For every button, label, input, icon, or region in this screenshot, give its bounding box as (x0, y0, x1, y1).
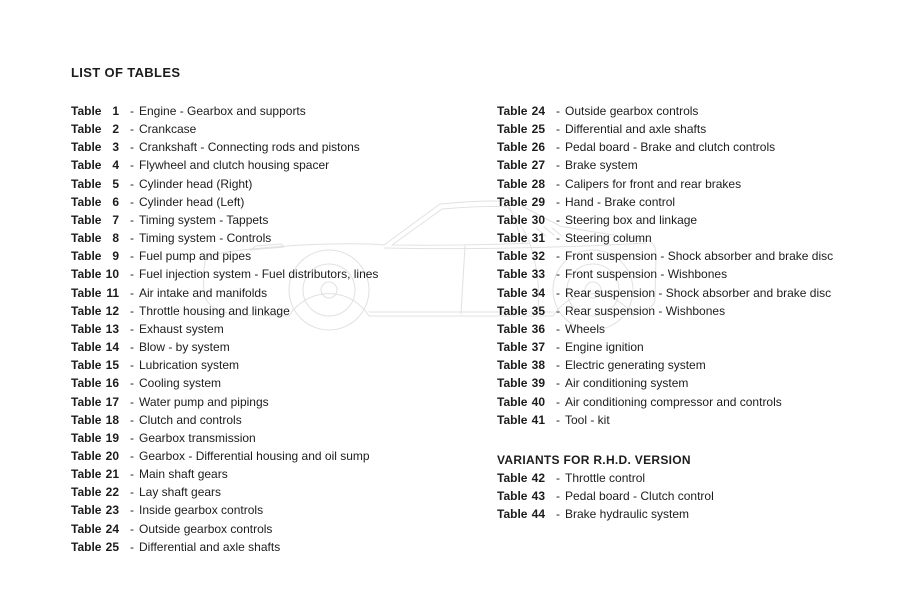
table-number: 38 (531, 358, 545, 373)
table-number: 23 (105, 503, 119, 518)
table-number: 16 (105, 376, 119, 391)
row-separator: - (130, 467, 134, 482)
table-number: 2 (112, 122, 119, 137)
row-separator: - (556, 507, 560, 522)
table-number: 26 (531, 140, 545, 155)
table-description: Calipers for front and rear brakes (565, 176, 742, 191)
row-separator: - (130, 158, 134, 173)
table-description: Brake system (565, 158, 638, 173)
table-description: Hand - Brake control (565, 194, 676, 209)
row-separator: - (130, 485, 134, 500)
row-separator: - (556, 358, 560, 373)
table-row (71, 247, 491, 265)
table-description: Differential and axle shafts (139, 539, 281, 554)
table-label: Table (497, 212, 528, 227)
table-description: Air conditioning compressor and controls (565, 394, 782, 409)
table-row (71, 538, 491, 556)
table-row (71, 374, 491, 392)
table-number: 44 (531, 507, 545, 522)
table-description: Water pump and pipings (139, 394, 269, 409)
table-number: 9 (112, 249, 119, 264)
table-description: Exhaust system (139, 321, 224, 336)
table-description: Cooling system (139, 376, 222, 391)
row-separator: - (130, 394, 134, 409)
row-separator: - (556, 489, 560, 504)
table-label: Table (71, 376, 102, 391)
row-separator: - (556, 267, 560, 282)
table-label: Table (71, 448, 102, 463)
table-number: 20 (105, 448, 119, 463)
table-number: 27 (531, 158, 545, 173)
table-description: Fuel injection system - Fuel distributors, lines (139, 267, 379, 282)
row-separator: - (556, 394, 560, 409)
row-separator: - (130, 267, 134, 282)
table-number: 15 (105, 358, 119, 373)
table-row (497, 302, 897, 320)
table-row (71, 483, 491, 501)
table-description: Front suspension - Wishbones (565, 267, 728, 282)
table-label: Table (497, 158, 528, 173)
table-label: Table (497, 231, 528, 246)
table-label: Table (71, 140, 102, 155)
table-label: Table (497, 285, 528, 300)
row-separator: - (130, 412, 134, 427)
table-label: Table (71, 521, 102, 536)
table-description: Crankcase (139, 122, 197, 137)
table-description: Blow - by system (139, 340, 230, 355)
row-separator: - (556, 231, 560, 246)
row-separator: - (556, 470, 560, 485)
table-number: 8 (112, 231, 119, 246)
row-separator: - (130, 321, 134, 336)
table-list-right-column (497, 102, 897, 523)
table-number: 43 (531, 489, 545, 504)
table-row (71, 211, 491, 229)
table-description: Engine ignition (565, 340, 644, 355)
table-number: 4 (112, 158, 119, 173)
table-number: 21 (105, 467, 119, 482)
table-description: Throttle control (565, 470, 646, 485)
table-label: Table (71, 194, 102, 209)
table-description: Timing system - Controls (139, 231, 272, 246)
table-number: 18 (105, 412, 119, 427)
row-separator: - (556, 140, 560, 155)
table-label: Table (71, 358, 102, 373)
table-number: 24 (531, 104, 545, 118)
table-row (497, 193, 897, 211)
table-label: Table (71, 503, 102, 518)
table-description: Outside gearbox controls (565, 104, 699, 118)
row-separator: - (130, 539, 134, 554)
table-number: 36 (531, 321, 545, 336)
table-number: 29 (531, 194, 545, 209)
table-label: Table (497, 412, 528, 427)
table-row (71, 193, 491, 211)
table-description: Throttle housing and linkage (139, 303, 290, 318)
table-number: 30 (531, 212, 545, 227)
table-row (71, 120, 491, 138)
row-separator: - (556, 104, 560, 118)
table-description: Steering column (565, 231, 652, 246)
table-label: Table (497, 507, 528, 522)
table-row (71, 320, 491, 338)
table-number: 32 (531, 249, 545, 264)
table-row (497, 338, 897, 356)
table-row (497, 229, 897, 247)
table-description: Engine - Gearbox and supports (139, 104, 306, 118)
table-label: Table (497, 321, 528, 336)
table-number: 33 (531, 267, 545, 282)
table-description: Flywheel and clutch housing spacer (139, 158, 330, 173)
row-separator: - (556, 303, 560, 318)
left-column-rows (71, 102, 491, 556)
table-number: 28 (531, 176, 545, 191)
table-label: Table (71, 430, 102, 445)
table-label: Table (497, 376, 528, 391)
table-number: 35 (531, 303, 545, 318)
page-title: LIST OF TABLES (71, 65, 181, 80)
row-separator: - (130, 376, 134, 391)
table-description: Outside gearbox controls (139, 521, 273, 536)
table-row (71, 393, 491, 411)
row-separator: - (556, 122, 560, 137)
table-row (71, 429, 491, 447)
table-label: Table (71, 122, 102, 137)
table-number: 37 (531, 340, 545, 355)
table-row (497, 156, 897, 174)
table-description: Brake hydraulic system (565, 507, 690, 522)
table-label: Table (497, 489, 528, 504)
row-separator: - (556, 249, 560, 264)
table-row (497, 393, 897, 411)
table-row (71, 138, 491, 156)
table-description: Electric generating system (565, 358, 706, 373)
row-separator: - (130, 430, 134, 445)
table-description: Crankshaft - Connecting rods and pistons (139, 140, 360, 155)
table-label: Table (71, 104, 102, 118)
table-row (71, 302, 491, 320)
table-number: 11 (106, 285, 119, 300)
row-separator: - (130, 358, 134, 373)
table-label: Table (497, 358, 528, 373)
table-description: Tool - kit (565, 412, 610, 427)
table-label: Table (71, 303, 102, 318)
table-number: 34 (531, 285, 545, 300)
table-label: Table (497, 122, 528, 137)
table-row (71, 338, 491, 356)
table-description: Cylinder head (Right) (139, 176, 253, 191)
table-label: Table (71, 321, 102, 336)
row-separator: - (130, 285, 134, 300)
row-separator: - (130, 303, 134, 318)
table-description: Air conditioning system (565, 376, 689, 391)
table-row (497, 374, 897, 392)
table-number: 40 (531, 394, 545, 409)
table-label: Table (71, 485, 102, 500)
table-description: Pedal board - Brake and clutch controls (565, 140, 776, 155)
table-description: Rear suspension - Wishbones (565, 303, 726, 318)
table-label: Table (497, 394, 528, 409)
table-row (497, 102, 897, 120)
row-separator: - (556, 158, 560, 173)
table-description: Pedal board - Clutch control (565, 489, 714, 504)
table-row (71, 520, 491, 538)
variants-rows (497, 469, 897, 523)
table-row (71, 356, 491, 374)
row-separator: - (556, 412, 560, 427)
table-description: Fuel pump and pipes (139, 249, 252, 264)
table-label: Table (71, 231, 102, 246)
row-separator: - (556, 340, 560, 355)
table-row (497, 320, 897, 338)
table-number: 31 (531, 231, 545, 246)
row-separator: - (556, 321, 560, 336)
table-number: 14 (105, 340, 119, 355)
table-label: Table (497, 267, 528, 282)
table-label: Table (71, 394, 102, 409)
table-row (497, 120, 897, 138)
table-label: Table (497, 249, 528, 264)
row-separator: - (130, 122, 134, 137)
table-number: 42 (531, 470, 545, 485)
table-row (497, 284, 897, 302)
table-label: Table (71, 467, 102, 482)
table-row (71, 265, 491, 283)
row-separator: - (130, 249, 134, 264)
row-separator: - (130, 176, 134, 191)
table-row (71, 411, 491, 429)
table-number: 19 (105, 430, 119, 445)
table-number: 24 (105, 521, 119, 536)
table-description: Front suspension - Shock absorber and brake disc (565, 249, 834, 264)
row-separator: - (130, 448, 134, 463)
table-row (71, 102, 491, 120)
table-number: 5 (112, 176, 119, 191)
variants-heading: VARIANTS FOR R.H.D. VERSION (497, 452, 691, 467)
table-label: Table (497, 340, 528, 355)
table-description: Lubrication system (139, 358, 240, 373)
table-row (497, 411, 897, 429)
table-number: 25 (105, 539, 119, 554)
table-label: Table (497, 176, 528, 191)
table-row (497, 175, 897, 193)
table-number: 10 (105, 267, 119, 282)
table-label: Table (497, 470, 528, 485)
table-description: Lay shaft gears (139, 485, 222, 500)
table-description: Air intake and manifolds (139, 285, 268, 300)
table-list-left-column (71, 102, 491, 556)
table-number: 3 (112, 140, 119, 155)
row-separator: - (556, 212, 560, 227)
table-label: Table (71, 249, 102, 264)
table-label: Table (71, 412, 102, 427)
table-description: Main shaft gears (139, 467, 228, 482)
table-label: Table (71, 340, 102, 355)
row-separator: - (556, 285, 560, 300)
table-number: 6 (112, 194, 119, 209)
table-number: 7 (112, 212, 119, 227)
table-row (497, 487, 897, 505)
row-separator: - (556, 176, 560, 191)
row-separator: - (130, 503, 134, 518)
table-description: Rear suspension - Shock absorber and brake disc (565, 285, 832, 300)
table-number: 12 (105, 303, 119, 318)
table-row (497, 505, 897, 523)
row-separator: - (130, 231, 134, 246)
row-separator: - (130, 521, 134, 536)
table-row (497, 265, 897, 283)
right-column-rows (497, 102, 897, 429)
table-label: Table (71, 285, 102, 300)
table-description: Gearbox - Differential housing and oil sump (139, 448, 370, 463)
table-number: 13 (105, 321, 119, 336)
table-description: Inside gearbox controls (139, 503, 264, 518)
row-separator: - (130, 194, 134, 209)
table-description: Wheels (565, 321, 606, 336)
table-row (71, 156, 491, 174)
table-row (497, 211, 897, 229)
table-row (71, 284, 491, 302)
table-description: Differential and axle shafts (565, 122, 707, 137)
table-label: Table (71, 176, 102, 191)
table-label: Table (71, 158, 102, 173)
table-description: Cylinder head (Left) (139, 194, 245, 209)
table-number: 25 (531, 122, 545, 137)
table-row (71, 229, 491, 247)
table-row (71, 175, 491, 193)
table-number: 22 (105, 485, 119, 500)
row-separator: - (130, 212, 134, 227)
table-description: Gearbox transmission (139, 430, 256, 445)
table-row (71, 465, 491, 483)
table-label: Table (497, 140, 528, 155)
row-separator: - (556, 376, 560, 391)
table-row (497, 138, 897, 156)
row-separator: - (556, 194, 560, 209)
table-row (497, 469, 897, 487)
table-row (71, 501, 491, 519)
table-label: Table (71, 212, 102, 227)
table-label: Table (497, 104, 528, 118)
table-number: 41 (531, 412, 545, 427)
table-label: Table (497, 194, 528, 209)
table-label: Table (71, 267, 102, 282)
table-row (497, 356, 897, 374)
table-label: Table (71, 539, 102, 554)
table-row (497, 247, 897, 265)
table-description: Steering box and linkage (565, 212, 698, 227)
table-label: Table (497, 303, 528, 318)
table-description: Timing system - Tappets (139, 212, 269, 227)
table-row (71, 447, 491, 465)
table-number: 39 (531, 376, 545, 391)
table-number: 1 (112, 104, 119, 118)
row-separator: - (130, 340, 134, 355)
table-number: 17 (105, 394, 119, 409)
row-separator: - (130, 104, 134, 118)
table-description: Clutch and controls (139, 412, 242, 427)
row-separator: - (130, 140, 134, 155)
